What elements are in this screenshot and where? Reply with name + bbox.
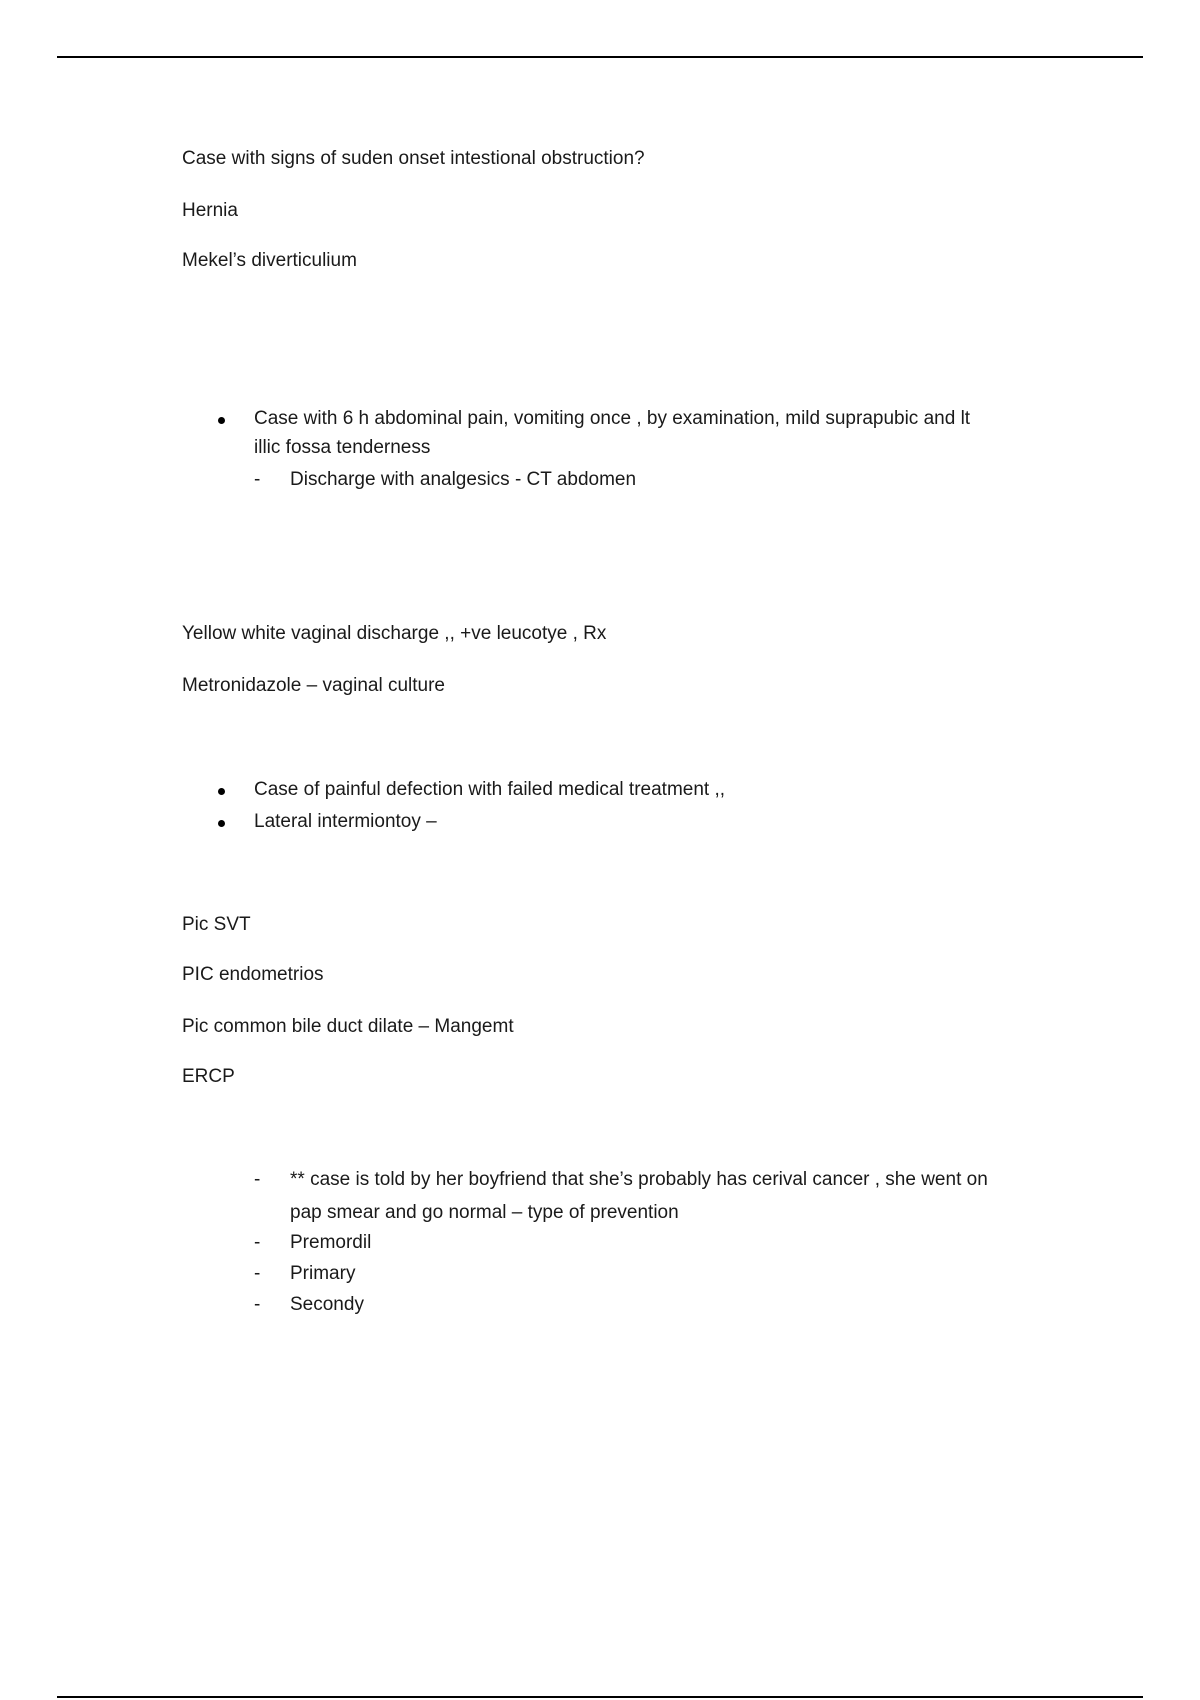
bullet-text: Case with 6 h abdominal pain, vomiting once , by examination, mild suprapubic and lt [254,408,971,429]
dash-marker: - [254,469,261,490]
bullet-dot-icon [218,417,225,424]
answer-line: Metronidazole – vaginal culture [182,675,445,696]
dash-marker: - [254,1232,261,1253]
note-line: PIC endometrios [182,964,324,985]
dash-text: Premordil [290,1232,372,1253]
dash-text: ** case is told by her boyfriend that she’s probably has cerival cancer , she went on [290,1169,988,1190]
note-line: Pic common bile duct dilate – Mangemt [182,1016,514,1037]
dash-marker: - [254,1294,261,1315]
dash-text-continuation: pap smear and go normal – type of prevention [290,1202,679,1223]
dash-marker: - [254,1263,261,1284]
bullet-text: Case of painful defection with failed medical treatment ,, [254,779,726,800]
dash-marker: - [254,1169,261,1190]
question-intestinal-obstruction: Case with signs of suden onset intestional obstruction? [182,148,645,169]
header-rule [57,56,1143,58]
bullet-dot-icon [218,788,225,795]
answer-line: Mekel’s diverticulium [182,250,357,271]
note-line: Pic SVT [182,914,251,935]
answer-line: Hernia [182,200,238,221]
footer-rule [57,1696,1143,1698]
dash-text: Discharge with analgesics - CT abdomen [290,469,637,490]
note-line: ERCP [182,1066,235,1087]
bullet-dot-icon [218,820,225,827]
dash-text: Secondy [290,1294,364,1315]
dash-text: Primary [290,1263,356,1284]
bullet-text: Lateral intermiontoy – [254,811,437,832]
question-vaginal-discharge: Yellow white vaginal discharge ,, +ve leucotye , Rx [182,623,607,644]
bullet-text-continuation: illic fossa tenderness [254,437,431,458]
